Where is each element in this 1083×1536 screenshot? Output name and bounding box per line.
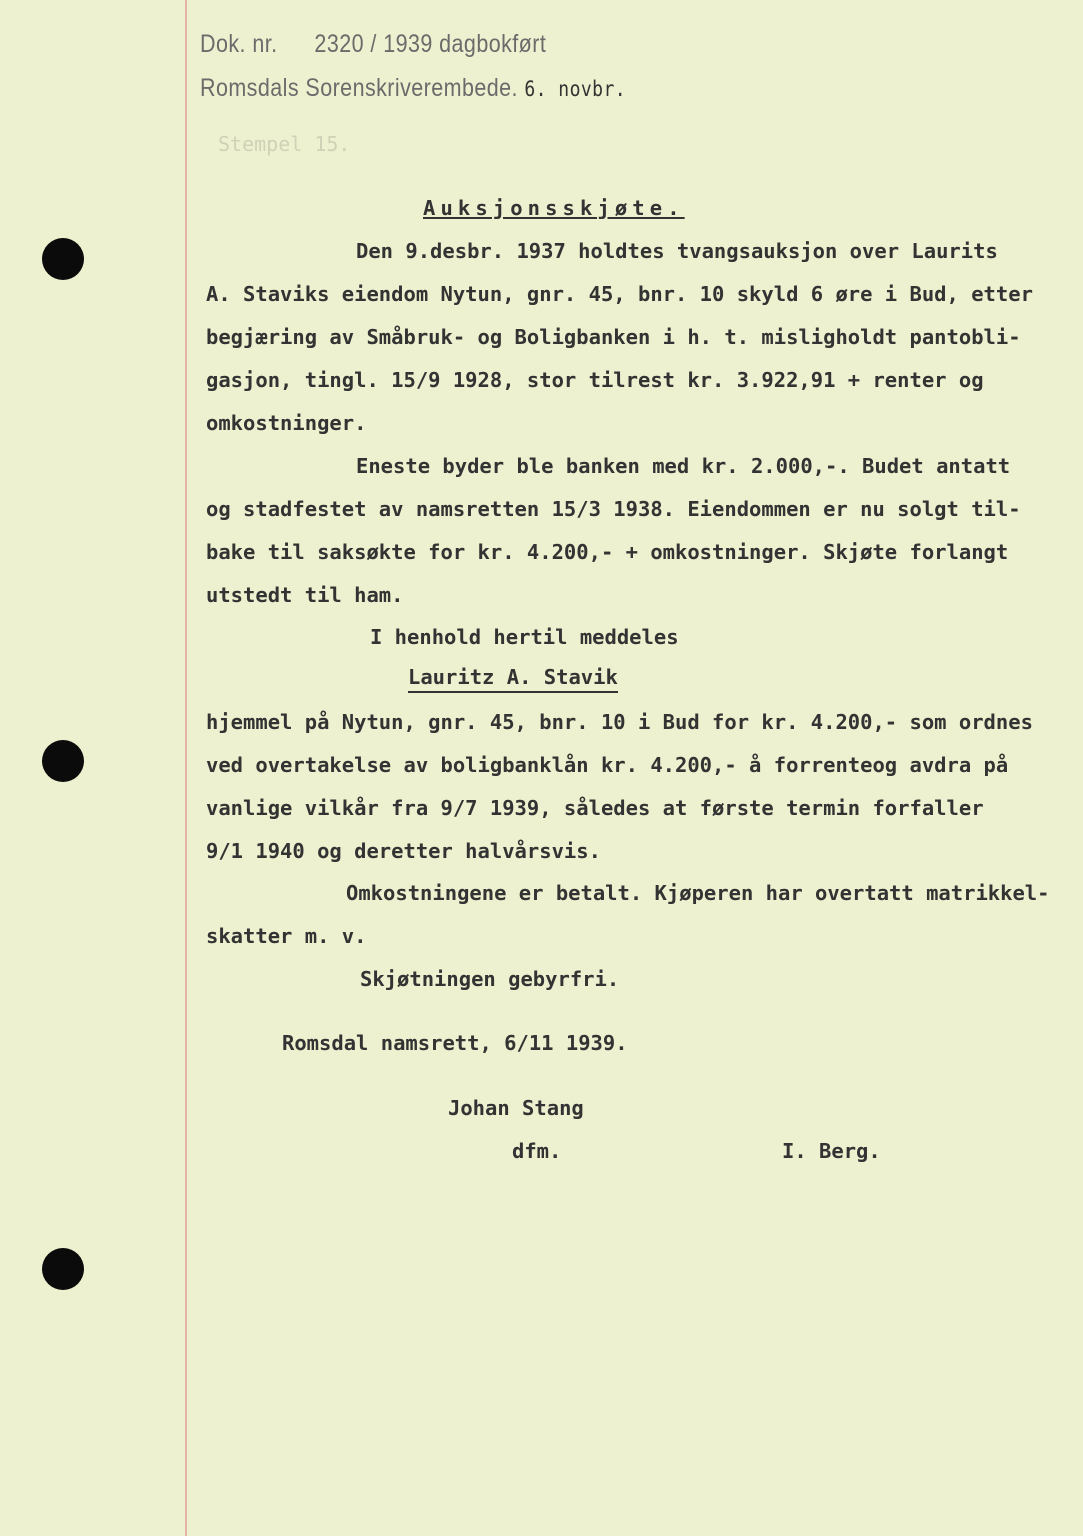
text-line: bake til saksøkte for kr. 4.200,- + omkostninger. Skjøte forlangt [206,540,1009,564]
text-line: Eneste byder ble banken med kr. 2.000,-. Budet antatt [356,454,1011,478]
recipient-name: Lauritz A. Stavik [408,665,618,693]
text-line: Den 9.desbr. 1937 holdtes tvangsauksjon over Laurits [356,239,998,263]
text-line: begjæring av Småbruk- og Boligbanken i h. t. misligholdt pantobli- [206,325,1021,349]
text-line: gasjon, tingl. 15/9 1928, stor tilrest kr. 3.922,91 + renter og [206,368,984,392]
clerk-name: I. Berg. [782,1139,881,1163]
text-line: utstedt til ham. [206,583,404,607]
stamp-date: 6. novbr. [524,77,627,101]
stamp-number: 2320 / 1939 [314,30,433,58]
punch-hole [42,238,84,280]
text-line: hjemmel på Nytun, gnr. 45, bnr. 10 i Bud for kr. 4.200,- som ordnes [206,710,1033,734]
text-line: 9/1 1940 og deretter halvårsvis. [206,839,601,863]
text-line: omkostninger. [206,411,367,435]
office-stamp [200,74,626,103]
margin-line [185,0,187,1536]
text-line: skatter m. v. [206,924,367,948]
stamp-doc-nr: Dok. nr. [200,30,278,58]
text-line: Skjøtningen gebyrfri. [360,967,620,991]
stamp-dagbokfort: dagbokført [439,30,547,58]
stamp-office: Romsdals Sorenskriverembede. [200,74,518,102]
faint-note: Stempel 15. [218,132,351,156]
text-line: ved overtakelse av boligbanklån kr. 4.200,- å forrenteog avdra på [206,753,1009,777]
text-line: I henhold hertil meddeles [370,625,679,649]
punch-hole [42,1248,84,1290]
registration-stamp [200,30,546,59]
punch-hole [42,740,84,782]
text-line: A. Staviks eiendom Nytun, gnr. 45, bnr. 10 skyld 6 øre i Bud, etter [206,282,1033,306]
signer-name: Johan Stang [448,1096,584,1120]
document-title: Auksjonsskjøte. [423,196,685,220]
text-line: og stadfestet av namsretten 15/3 1938. Eiendommen er nu solgt til- [206,497,1021,521]
text-line: vanlige vilkår fra 9/7 1939, således at første termin forfaller [206,796,984,820]
text-line: Omkostningene er betalt. Kjøperen har overtatt matrikkel- [346,881,1050,905]
place-date: Romsdal namsrett, 6/11 1939. [282,1031,628,1055]
dfm-label: dfm. [512,1139,562,1163]
